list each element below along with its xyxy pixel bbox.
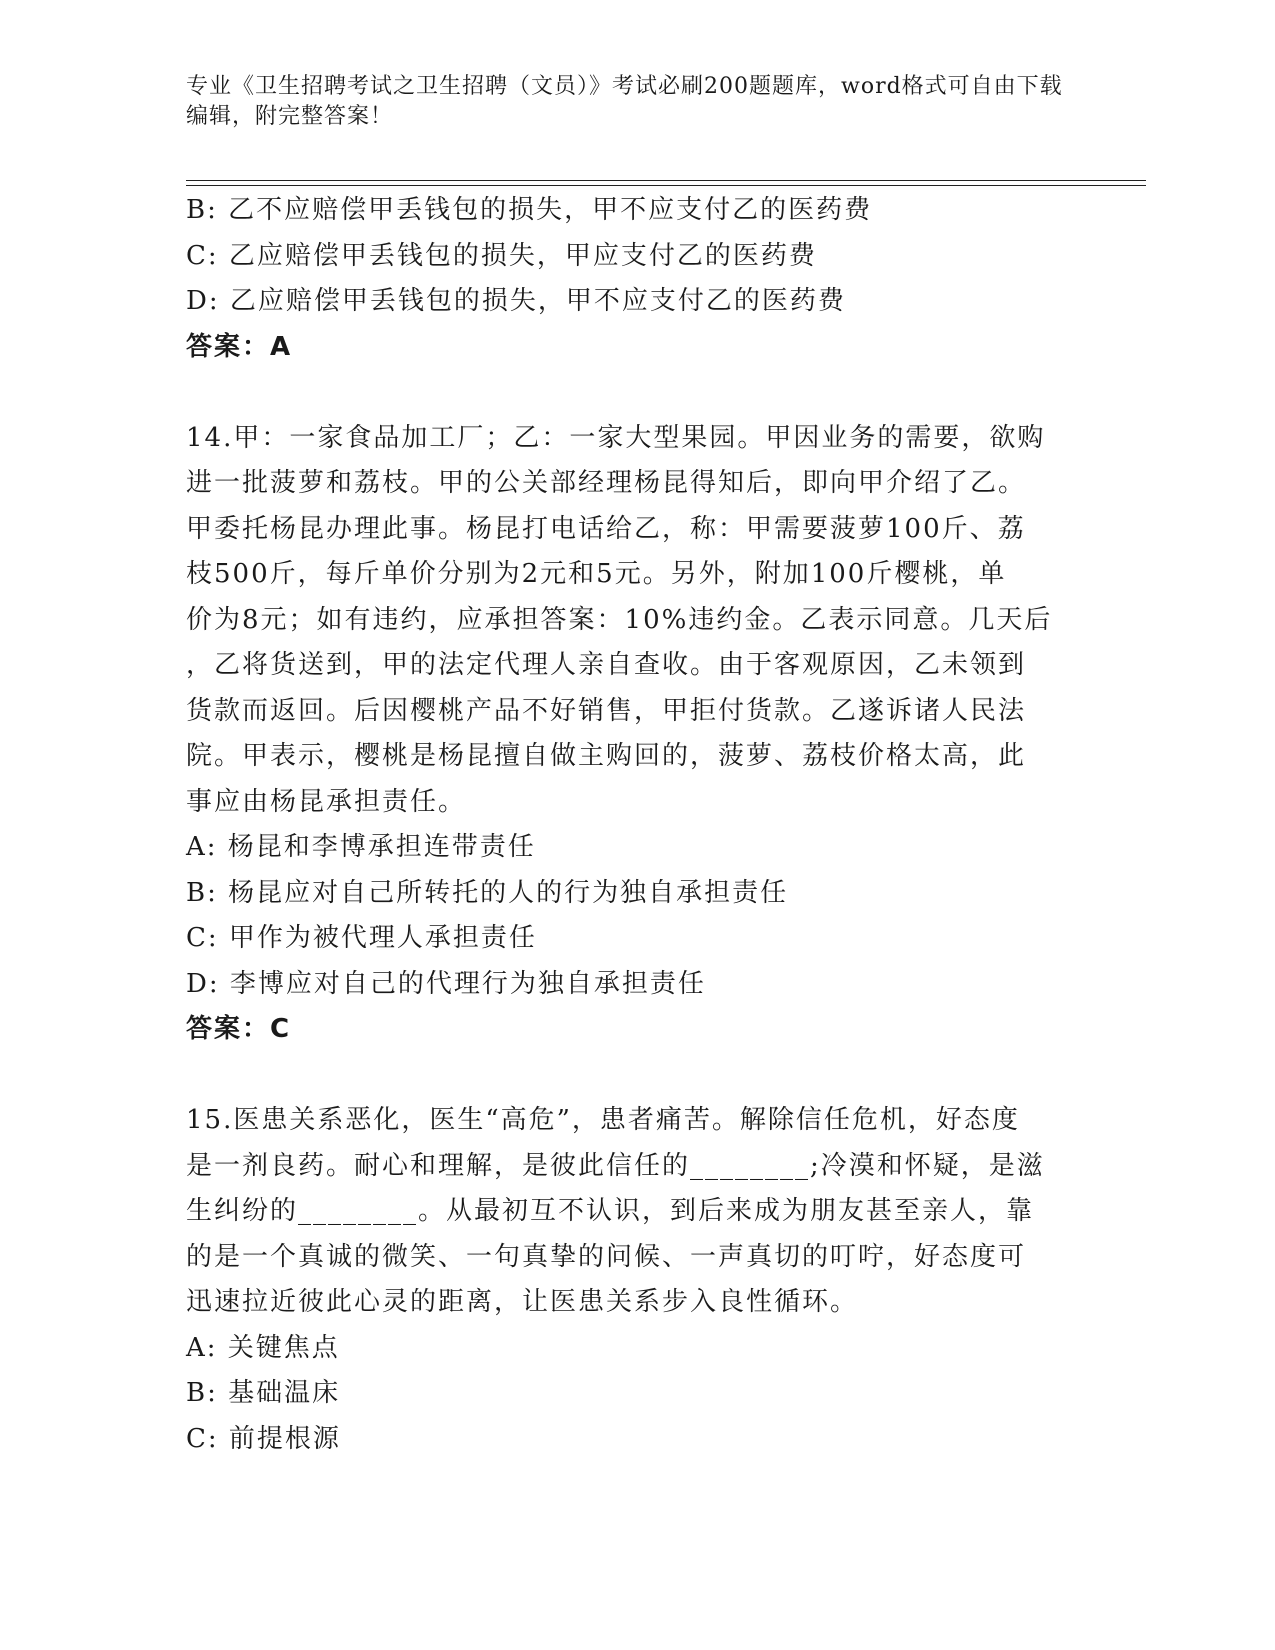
spacer bbox=[186, 1053, 1066, 1099]
question-text-line: 生纠纷的________。从最初互不认识，到后来成为朋友甚至亲人，靠 bbox=[186, 1196, 1035, 1226]
option-b: B: 基础温床 bbox=[186, 1378, 341, 1408]
option-c: C: 乙应赔偿甲丢钱包的损失，甲应支付乙的医药费 bbox=[186, 240, 817, 271]
question-13 bbox=[186, 188, 1066, 370]
question-text-line: 货款而返回。后因樱桃产品不好销售，甲拒付货款。乙遂诉诸人民法 bbox=[186, 695, 1027, 726]
question-text-line: 枝500斤，每斤单价分别为2元和5元。另外，附加100斤樱桃，单 bbox=[186, 559, 1007, 589]
question-text-line: 的是一个真诚的微笑、一句真挚的问候、一声真切的叮咛，好态度可 bbox=[186, 1241, 1027, 1272]
header-divider-top bbox=[186, 180, 1146, 181]
question-text-line: 迅速拉近彼此心灵的距离，让医患关系步入良性循环。 bbox=[186, 1287, 859, 1317]
option-c: C: 前提根源 bbox=[186, 1423, 341, 1454]
question-text-line: 是一剂良药。耐心和理解，是彼此信任的________;冷漠和怀疑，是滋 bbox=[186, 1150, 1045, 1181]
question-14 bbox=[186, 416, 1066, 1053]
option-a: A: 杨昆和李博承担连带责任 bbox=[186, 832, 536, 862]
option-b: B: 乙不应赔偿甲丢钱包的损失，甲不应支付乙的医药费 bbox=[186, 195, 873, 225]
header-divider-bottom bbox=[186, 185, 1146, 186]
question-15 bbox=[186, 1098, 1066, 1462]
option-d: D: 李博应对自己的代理行为独自承担责任 bbox=[186, 968, 706, 999]
question-text-line: 事应由杨昆承担责任。 bbox=[186, 786, 467, 817]
question-text-line: 进一批菠萝和荔枝。甲的公关部经理杨昆得知后，即向甲介绍了乙。 bbox=[186, 468, 1027, 498]
option-a: A: 关键焦点 bbox=[186, 1332, 340, 1363]
document-body bbox=[186, 188, 1066, 1462]
question-text-line: 15.医患关系恶化，医生“高危”，患者痛苦。解除信任危机，好态度 bbox=[186, 1105, 1020, 1135]
question-text-line: 价为8元；如有违约，应承担答案：10%违约金。乙表示同意。几天后 bbox=[186, 604, 1053, 635]
page-header: 专业《卫生招聘考试之卫生招聘（文员）》考试必刷200题题库，word格式可自由下载编辑，附完整答案！ bbox=[186, 74, 1063, 129]
spacer bbox=[186, 370, 1066, 416]
option-c: C: 甲作为被代理人承担责任 bbox=[186, 923, 537, 953]
option-b: B: 杨昆应对自己所转托的人的行为独自承担责任 bbox=[186, 877, 789, 908]
answer-line: 答案：A bbox=[186, 331, 293, 362]
answer-line: 答案：C bbox=[186, 1014, 292, 1044]
question-text-line: 甲委托杨昆办理此事。杨昆打电话给乙，称：甲需要菠萝100斤、荔 bbox=[186, 513, 1026, 544]
question-text-line: 14.甲：一家食品加工厂；乙：一家大型果园。甲因业务的需要，欲购 bbox=[186, 422, 1046, 453]
question-text-line: 院。甲表示，樱桃是杨昆擅自做主购回的，菠萝、荔枝价格太高，此 bbox=[186, 741, 1027, 771]
option-d: D: 乙应赔偿甲丢钱包的损失，甲不应支付乙的医药费 bbox=[186, 286, 846, 316]
question-text-line: ，乙将货送到，甲的法定代理人亲自查收。由于客观原因，乙未领到 bbox=[186, 650, 1027, 680]
